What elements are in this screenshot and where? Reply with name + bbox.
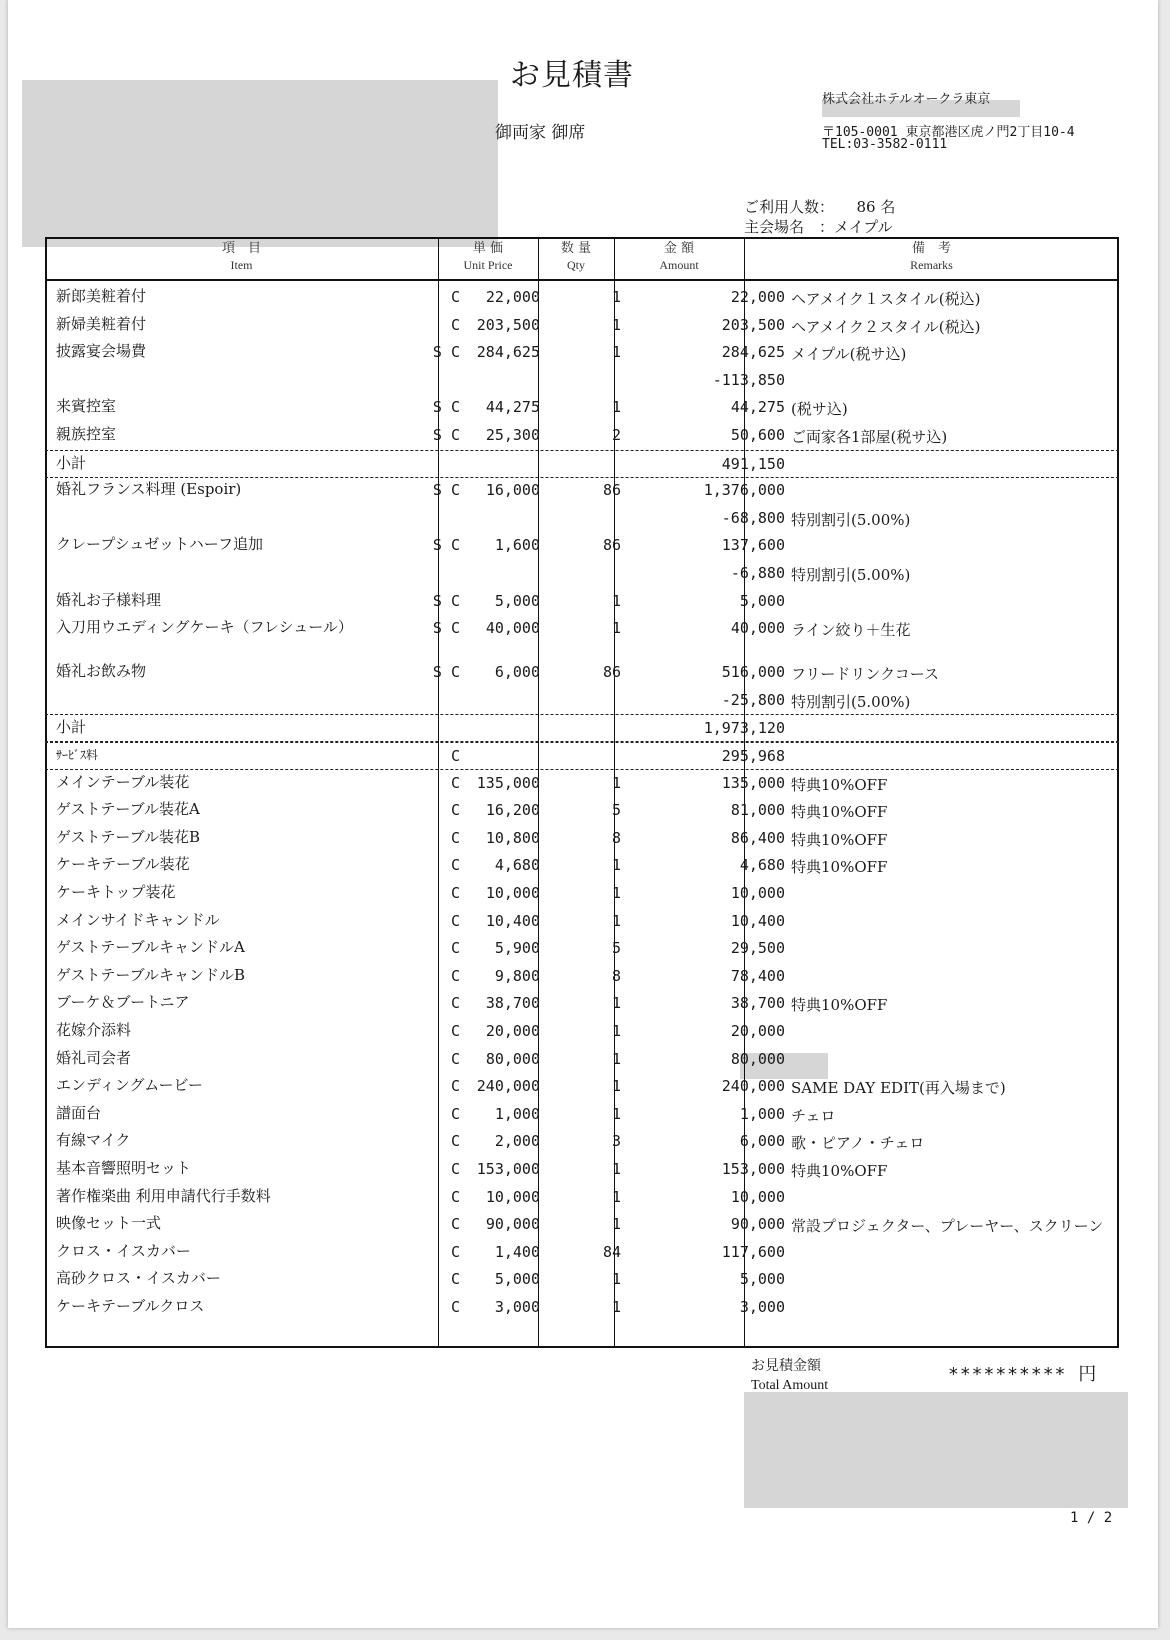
qty-cell: 1 <box>611 1104 621 1123</box>
total-label-ja: お見積金額 <box>751 1358 821 1374</box>
item-cell: ケーキテーブルクロス <box>56 1297 205 1315</box>
header-divider <box>45 279 1119 281</box>
unit-price-cell: 6,000 <box>494 663 540 682</box>
table-row <box>45 1018 1119 1046</box>
amount-cell: 20,000 <box>730 1022 785 1040</box>
code-cell: C <box>450 315 460 334</box>
amount-cell: 10,400 <box>730 911 785 930</box>
item-cell: 花嫁介添料 <box>56 1021 132 1039</box>
amount-cell: 203,500 <box>721 315 785 334</box>
qty-cell: 2 <box>611 426 621 444</box>
qty-cell: 1 <box>611 884 621 902</box>
code-cell: C <box>450 1049 460 1068</box>
remarks-cell: 特別割引(5.00%) <box>791 566 911 584</box>
remarks-cell: 特典10%OFF <box>791 858 888 877</box>
remarks-cell: チェロ <box>791 1106 836 1125</box>
document-title: お見積書 <box>510 58 634 93</box>
qty-cell: 8 <box>611 828 621 847</box>
remarks-cell: 特典10%OFF <box>791 830 888 849</box>
amount-cell: 50,600 <box>730 426 785 444</box>
amount-cell: 5,000 <box>739 1270 785 1289</box>
item-cell: 親族控室 <box>56 425 117 443</box>
amount-cell: 38,700 <box>730 994 785 1013</box>
code-cell: C <box>450 801 460 820</box>
qty-cell: 86 <box>602 481 621 500</box>
total-amount: ********** 円 <box>948 1364 1098 1385</box>
table-row <box>45 908 1119 936</box>
remarks-cell: 常設プロジェクター、プレーヤー、スクリーン <box>791 1217 1104 1236</box>
unit-price-cell: 5,900 <box>494 939 540 958</box>
qty-cell: 5 <box>611 939 621 958</box>
unit-price-cell: 3,000 <box>494 1298 540 1316</box>
unit-price-cell: 153,000 <box>476 1160 540 1178</box>
header-item-en: Item <box>230 258 253 272</box>
amount-cell: 516,000 <box>721 663 785 682</box>
header-qty-ja: 数 量 <box>560 241 592 256</box>
remarks-cell: 特典10%OFF <box>791 803 888 822</box>
code-cell: C <box>450 1187 460 1206</box>
code-cell: C <box>450 1242 460 1261</box>
unit-price-cell: 2,000 <box>494 1132 540 1151</box>
code-cell: C <box>450 1270 460 1289</box>
qty-cell: 1 <box>611 288 621 306</box>
unit-price-cell: 9,800 <box>494 966 540 985</box>
unit-price-cell: 203,500 <box>476 315 540 334</box>
amount-cell: 78,400 <box>730 966 785 985</box>
recipient: 御両家 御席 <box>495 123 586 143</box>
redacted-block <box>744 1392 1128 1508</box>
qty-cell: 1 <box>611 591 621 610</box>
unit-price-cell: 4,680 <box>494 856 540 875</box>
item-cell: エンディングムービー <box>56 1076 203 1095</box>
header-unit-price-ja: 単 価 <box>472 241 504 256</box>
item-cell: ｻｰﾋﾞｽ料 <box>56 748 99 762</box>
item-cell: クレープシュゼットハーフ追加 <box>56 535 264 554</box>
table-row <box>45 659 1119 687</box>
item-cell: ゲストテーブル装花B <box>56 827 201 846</box>
item-cell: 婚礼お飲み物 <box>56 662 147 681</box>
company-name: 株式会社ホテルオークラ東京 <box>822 92 991 107</box>
item-cell: ゲストテーブルキャンドルA <box>56 938 245 957</box>
service-fee-row <box>45 742 1119 770</box>
remarks-cell: 特典10%OFF <box>791 996 888 1015</box>
table-row <box>45 990 1119 1018</box>
table-row <box>45 422 1119 450</box>
code-cell: C <box>450 939 460 958</box>
remarks-cell: 特別割引(5.00%) <box>791 510 911 529</box>
unit-price-cell: 240,000 <box>476 1077 540 1096</box>
header-unit-price <box>438 241 538 273</box>
remarks-cell: ヘアメイク２スタイル(税込) <box>791 317 981 336</box>
table-row <box>45 505 1119 533</box>
amount-cell: 5,000 <box>739 591 785 610</box>
amount-cell: 44,275 <box>730 398 785 417</box>
qty-cell: 1 <box>611 773 621 792</box>
table-row <box>45 687 1119 715</box>
remarks-cell: ヘアメイク１スタイル(税込) <box>791 290 981 308</box>
code-cell: C <box>450 1298 460 1316</box>
amount-cell: 153,000 <box>721 1160 785 1178</box>
item-cell: 譜面台 <box>56 1103 102 1122</box>
code-cell: C <box>450 1160 460 1178</box>
header-amount-ja: 金 額 <box>663 241 695 256</box>
amount-cell: 3,000 <box>739 1298 785 1316</box>
code-cell: C <box>450 1104 460 1123</box>
code-cell: C <box>450 856 460 875</box>
item-cell: クロス・イスカバー <box>56 1241 191 1260</box>
amount-cell: 295,968 <box>721 747 785 765</box>
remarks-cell: 特典10%OFF <box>791 775 888 794</box>
remarks-cell: (税サ込) <box>791 400 848 419</box>
item-cell: 映像セット一式 <box>56 1214 162 1233</box>
qty-cell: 1 <box>611 1270 621 1289</box>
unit-price-cell: 1,000 <box>494 1104 540 1123</box>
code-cell: S C <box>432 343 460 362</box>
company-address: 〒105-0001 東京都港区虎ノ門2丁目10-4 <box>822 125 1075 140</box>
amount-cell: 1,973,120 <box>703 719 785 738</box>
amount-cell: -68,800 <box>721 508 785 527</box>
header-remarks <box>744 241 1119 273</box>
table-row <box>45 615 1119 659</box>
qty-cell: 1 <box>611 315 621 334</box>
qty-cell: 1 <box>611 1187 621 1206</box>
amount-cell: 81,000 <box>730 801 785 820</box>
header-remarks-ja: 備 考 <box>911 241 951 256</box>
remarks-cell: SAME DAY EDIT(再入場まで) <box>791 1079 1006 1098</box>
table-row <box>45 394 1119 422</box>
qty-cell: 1 <box>611 619 621 638</box>
unit-price-cell: 1,400 <box>494 1242 540 1261</box>
item-cell: ケーキトップ装花 <box>56 883 176 901</box>
item-cell: ブーケ＆ブートニア <box>56 993 190 1012</box>
total-label-en: Total Amount <box>751 1378 829 1393</box>
unit-price-cell: 80,000 <box>485 1049 540 1068</box>
amount-cell: 491,150 <box>721 454 785 473</box>
table-row <box>45 1101 1119 1129</box>
item-cell: 婚礼お子様料理 <box>56 590 162 609</box>
code-cell: C <box>450 911 460 930</box>
unit-price-cell: 25,300 <box>485 426 540 444</box>
total-label <box>751 1356 828 1396</box>
table-row <box>45 312 1119 340</box>
amount-cell: 22,000 <box>730 288 785 306</box>
qty-cell: 86 <box>602 663 621 682</box>
unit-price-cell: 16,200 <box>485 801 540 820</box>
subtotal-row <box>45 714 1119 742</box>
remarks-cell: 特別割引(5.00%) <box>791 692 911 711</box>
qty-cell: 1 <box>611 1215 621 1234</box>
amount-cell: 1,376,000 <box>703 481 785 500</box>
table-row <box>45 935 1119 963</box>
redacted-block <box>22 80 498 247</box>
remarks-cell: ご両家各1部屋(税サ込) <box>791 428 948 446</box>
unit-price-cell: 5,000 <box>494 1270 540 1289</box>
page-number: 1 / 2 <box>1070 1510 1113 1526</box>
amount-cell: -113,850 <box>712 370 785 389</box>
table-row <box>45 880 1119 908</box>
amount-cell: 10,000 <box>730 1187 785 1206</box>
amount-cell: 240,000 <box>721 1077 785 1096</box>
unit-price-cell: 10,400 <box>485 911 540 930</box>
code-cell: C <box>450 884 460 902</box>
header-amount-en: Amount <box>659 258 699 272</box>
qty-cell: 3 <box>611 1132 621 1151</box>
unit-price-cell: 40,000 <box>485 619 540 638</box>
table-row <box>45 1128 1119 1156</box>
item-cell: ゲストテーブルキャンドルB <box>56 965 246 984</box>
qty-cell: 1 <box>611 1022 621 1040</box>
table-row <box>45 1046 1119 1074</box>
qty-cell: 1 <box>611 994 621 1013</box>
venue-name: 主会場名 ：メイプル <box>744 218 893 236</box>
qty-cell: 1 <box>611 343 621 362</box>
code-cell: C <box>450 747 460 765</box>
table-row <box>45 1211 1119 1239</box>
remarks-cell: フリードリンクコース <box>791 665 940 684</box>
table-row <box>45 1184 1119 1212</box>
code-cell: S C <box>432 663 460 682</box>
amount-cell: 86,400 <box>730 828 785 847</box>
amount-cell: 6,000 <box>739 1132 785 1151</box>
table-row <box>45 825 1119 853</box>
header-item <box>45 241 438 273</box>
amount-cell: 135,000 <box>721 773 785 792</box>
amount-cell: 4,680 <box>739 856 785 875</box>
item-cell: 新婦美粧着付 <box>56 314 147 333</box>
unit-price-cell: 10,000 <box>485 884 540 902</box>
code-cell: S C <box>432 619 460 638</box>
code-cell: C <box>450 828 460 847</box>
code-cell: C <box>450 994 460 1013</box>
company-tel: TEL:03-3582-0111 <box>822 137 948 152</box>
qty-cell: 86 <box>602 536 621 555</box>
code-cell: C <box>450 1077 460 1096</box>
amount-cell: 137,600 <box>721 536 785 555</box>
table-row <box>45 852 1119 880</box>
amount-cell: 29,500 <box>730 939 785 958</box>
item-cell: 小計 <box>56 718 87 737</box>
code-cell: C <box>450 966 460 985</box>
code-cell: C <box>450 288 460 306</box>
unit-price-cell: 284,625 <box>476 343 540 362</box>
unit-price-cell: 38,700 <box>485 994 540 1013</box>
table-row <box>45 477 1119 505</box>
code-cell: C <box>450 1215 460 1234</box>
unit-price-cell: 10,000 <box>485 1187 540 1206</box>
qty-cell: 8 <box>611 966 621 985</box>
item-cell: ゲストテーブル装花A <box>56 800 200 819</box>
item-cell: 高砂クロス・イスカバー <box>56 1269 221 1288</box>
table-row <box>45 1266 1119 1294</box>
item-cell: 入刀用ウエディングケーキ（フレシュール） <box>56 618 353 637</box>
item-cell: 披露宴会場費 <box>56 342 147 361</box>
table-row <box>45 532 1119 560</box>
qty-cell: 1 <box>611 1077 621 1096</box>
header-unit-price-en: Unit Price <box>463 258 513 272</box>
code-cell: S C <box>432 481 460 500</box>
remarks-cell: 特典10%OFF <box>791 1162 888 1180</box>
qty-cell: 1 <box>611 1160 621 1178</box>
item-cell: 小計 <box>56 453 87 472</box>
code-cell: S C <box>432 536 460 555</box>
qty-cell: 1 <box>611 398 621 417</box>
item-cell: 有線マイク <box>56 1131 131 1150</box>
unit-price-cell: 44,275 <box>485 398 540 417</box>
unit-price-cell: 90,000 <box>485 1215 540 1234</box>
code-cell: C <box>450 773 460 792</box>
qty-cell: 1 <box>611 911 621 930</box>
header-qty-en: Qty <box>567 258 585 272</box>
header-remarks-en: Remarks <box>910 258 953 272</box>
header-amount <box>614 241 744 273</box>
item-cell: 基本音響照明セット <box>56 1159 192 1177</box>
remarks-cell: ライン絞り＋生花 <box>791 621 911 640</box>
remarks-cell: 歌・ピアノ・チェロ <box>791 1134 925 1153</box>
table-row <box>45 963 1119 991</box>
item-cell: 著作権楽曲 利用申請代行手数料 <box>56 1186 271 1205</box>
amount-cell: 117,600 <box>721 1242 785 1261</box>
code-cell: S C <box>432 591 460 610</box>
amount-cell: 10,000 <box>730 884 785 902</box>
header-qty <box>538 241 614 273</box>
qty-cell: 1 <box>611 1298 621 1316</box>
table-row <box>45 1239 1119 1267</box>
qty-cell: 1 <box>611 856 621 875</box>
table-row <box>45 560 1119 588</box>
amount-cell: 40,000 <box>730 619 785 638</box>
table-row <box>45 1073 1119 1101</box>
table-row <box>45 1156 1119 1184</box>
code-cell: C <box>450 1022 460 1040</box>
code-cell: C <box>450 1132 460 1151</box>
code-cell: S C <box>432 426 460 444</box>
item-cell: メインテーブル装花 <box>56 772 190 791</box>
qty-cell: 1 <box>611 1049 621 1068</box>
item-cell: 婚礼司会者 <box>56 1048 132 1067</box>
subtotal-row <box>45 450 1119 478</box>
remarks-cell: メイプル(税サ込) <box>791 345 907 364</box>
table-row <box>45 797 1119 825</box>
unit-price-cell: 20,000 <box>485 1022 540 1040</box>
header-item-ja: 項 目 <box>221 241 261 256</box>
unit-price-cell: 5,000 <box>494 591 540 610</box>
unit-price-cell: 1,600 <box>494 536 540 555</box>
amount-cell: -6,880 <box>730 564 785 582</box>
qty-cell: 84 <box>602 1242 621 1261</box>
item-cell: ケーキテーブル装花 <box>56 855 190 874</box>
table-row <box>45 770 1119 798</box>
table-row <box>45 284 1119 312</box>
amount-cell: 80,000 <box>730 1049 785 1068</box>
table-row <box>45 588 1119 616</box>
amount-cell: 1,000 <box>739 1104 785 1123</box>
item-cell: メインサイドキャンドル <box>56 910 220 929</box>
item-cell: 新郎美粧着付 <box>56 287 147 305</box>
table-row <box>45 367 1119 395</box>
unit-price-cell: 22,000 <box>485 288 540 306</box>
qty-cell: 5 <box>611 801 621 820</box>
table-row <box>45 1294 1119 1322</box>
guest-count: ご利用人数： 86 名 <box>744 198 896 216</box>
amount-cell: 90,000 <box>730 1215 785 1234</box>
code-cell: S C <box>432 398 460 417</box>
unit-price-cell: 135,000 <box>476 773 540 792</box>
amount-cell: 284,625 <box>721 343 785 362</box>
amount-cell: -25,800 <box>721 690 785 709</box>
item-cell: 来賓控室 <box>56 397 117 416</box>
unit-price-cell: 10,800 <box>485 828 540 847</box>
unit-price-cell: 16,000 <box>485 481 540 500</box>
item-cell: 婚礼フランス料理 (Espoir) <box>56 480 242 499</box>
table-row <box>45 339 1119 367</box>
